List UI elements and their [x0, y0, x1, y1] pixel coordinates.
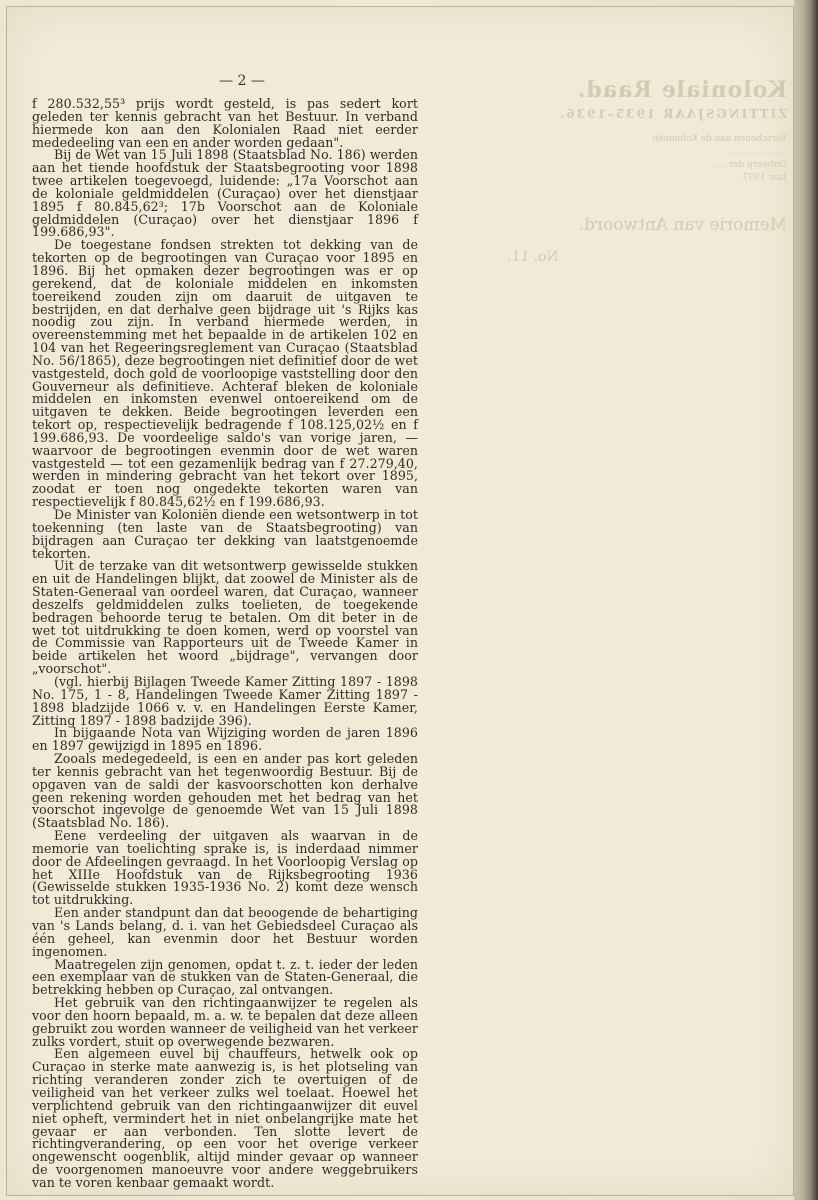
scanner-edge [794, 0, 818, 1200]
paragraph: f 280.532,55³ prijs wordt gesteld, is pas sedert kort geleden ter kennis gebracht van het Bestuur. In verband hiermede kon aan den Kolonialen Raad niet eerder mededeeling van een en ander worden gedaan". [32, 96, 418, 150]
page-number: — 2 — [219, 73, 265, 89]
ghost-line: .................... [729, 147, 787, 157]
paragraph: De toegestane fondsen strekten tot dekking van de tekorten op de begrootingen van Curaçao voor 1895 en 1896. Bij het opmaken dezer begrootingen was er op gerekend, dat de koloniale middelen en inkomsten toereikend zouden zijn om daaruit de uitgaven te bestrijden, en dat derhalve geen bijdrage uit 's Rijks kas noodig zou zijn. In verband hiermede werden, in overeenstemming met het bepaalde in de artikelen 102 en 104 van het Regeeringsreglement van Curaçao (Staatsblad No. 56/1865), deze begrootingen niet definitief door de wet vastgesteld, doch gold de voorloopige vaststelling door den Gouverneur als definitieve. Achteraf bleken de koloniale middelen en inkomsten evenwel ontoereikend om de uitgaven te dekken. Beide begrootingen leverden een tekort op, respectievelijk bedragende f 108.125,02½ en f 199.686,93. De voordeelige saldo's van vorige jaren, — waarvoor de begrootingen evenmin door de wet waren vastgesteld — tot een gezamenlijk bedrag van f 27.279,40, werden in mindering gebracht van het tekort over 1895, zoodat er toen nog ongedekte tekorten waren van respectievelijk f 80.845,62½ en f 199.686,93. [32, 237, 418, 510]
paragraph: Bij de Wet van 15 Juli 1898 (Staatsblad No. 186) werden aan het tiende hoofdstuk der Staatsbegrooting voor 1898 twee artikelen toegevoegd, luidende: „17a Voorschot aan de koloniale geldmiddelen (Curaçao) over het dienstjaar 1895 f 80.845,62³; 17b Voorschot aan de Koloniale geldmiddelen (Curaçao) over het dienstjaar 1896 f 199.686,93". [32, 147, 418, 240]
paragraph: Eene verdeeling der uitgaven als waarvan in de memorie van toelichting sprake is, is inderdaad nimmer door de Afdeelingen gevraagd. In het Voorloopig Verslag op het XIIIe Hoofdstuk van de Rijksbegrooting 1936 (Gewisselde stukken 1935-1936 No. 2) komt deze wensch tot uitdrukking. [32, 828, 418, 908]
paragraph: Zooals medegedeeld, is een en ander pas kort geleden ter kennis gebracht van het tegenwoordig Bestuur. Bij de opgaven van de saldi der kasvoorschotten kon derhalve geen rekening worden gehouden met het bedrag van het voorschot ingevolge de genoemde Wet van 15 Juli 1898 (Staatsblad No. 186). [32, 751, 418, 831]
bleed-through-text [507, 77, 787, 265]
ghost-memo: Memorie van Antwoord. [578, 215, 787, 235]
paragraph: (vgl. hierbij Bijlagen Tweede Kamer Zitting 1897 - 1898 No. 175, 1 - 8, Handelingen Tweede Kamer Zitting 1897 - 1898 bladzijde 1066 v. v. en Handelingen Eerste Kamer, Zitting 1897 - 1898 badzijde 396). [32, 673, 418, 728]
ghost-subtitle: ZITTINGSJAAR 1935–1936. [558, 107, 787, 121]
text-column [32, 98, 418, 1190]
paragraph: Het gebruik van den richtingaanwijzer te regelen als voor den hoorn bepaald, m. a. w. te bepalen dat deze alleen gebruikt zou worden wanneer de veiligheid van het verkeer zulks vordert, stuit op overwegende bezwaren. [32, 995, 418, 1049]
ghost-lines [507, 133, 787, 185]
paragraph: De Minister van Koloniën diende een wetsontwerp in tot toekenning (ten laste van de Staatsbegrooting) van bijdragen aan Curaçao ter dekking van laatstgenoemde tekorten. [32, 507, 418, 561]
paragraph: Maatregelen zijn genomen, opdat t. z. t. ieder der leden een exemplaar van de stukken van de Staten-Generaal, die betrekking hebben op Curaçao, zal ontvangen. [32, 956, 418, 998]
paragraph: In bijgaande Nota van Wijziging worden de jaren 1896 en 1897 gewijzigd in 1895 en 1896. [32, 725, 418, 754]
ghost-title: Koloniale Raad. [576, 77, 787, 103]
ghost-line: Verschenen aan de Kolonieën [652, 134, 787, 144]
ghost-line: Jaar 1937. [739, 173, 787, 183]
paragraph: Een algemeen euvel bij chauffeurs, hetwelk ook op Curaçao in sterke mate aanwezig is, is het plotseling van richting veranderen zonder zich te overtuigen of de veiligheid van het verkeer zulks wel toelaat. Hoewel het verplichtend gebruik van den richtingaanwijzer dit euvel niet opheft, vermindert het in niet onbelangrijke mate het gevaar er aan verbonden. Ten slotte levert de richtingverandering, op een voor het overige verkeer ongewenscht oogenblik, altijd minder gevaar op wanneer de voorgenomen manoeuvre voor andere weggebruikers van te voren kenbaar gemaakt wordt. [32, 1046, 418, 1190]
ghost-number: No. 11. [507, 249, 559, 265]
paragraph: Een ander standpunt dan dat beoogende de behartiging van 's Lands belang, d. i. van het Gebiedsdeel Curaçao als één geheel, kan evenmin door het Bestuur worden ingenomen. [32, 905, 418, 959]
ghost-line: Ontwerp der .... [714, 160, 787, 170]
paragraph: Uit de terzake van dit wetsontwerp gewisselde stukken en uit de Handelingen blijkt, dat zoowel de Minister als de Staten-Generaal van oordeel waren, dat Curaçao, wanneer deszelfs geldmiddelen zulks toelieten, de toegekende bedragen behoorde terug te betalen. Om dit beter in de wet tot uitdrukking te doen komen, werd op voorstel van de Commissie van Rapporteurs uit de Tweede Kamer in beide artikelen het woord „bijdrage", vervangen door „voorschot". [32, 558, 418, 677]
